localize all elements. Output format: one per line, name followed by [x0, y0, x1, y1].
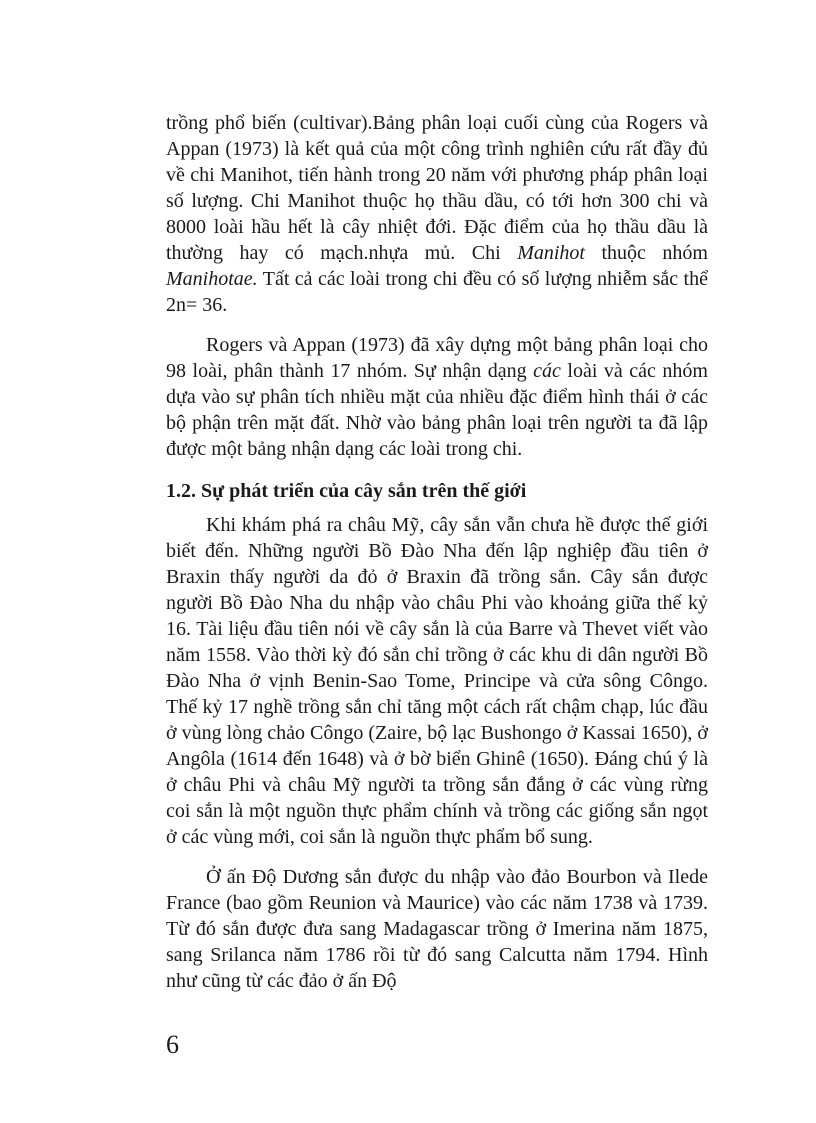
paragraph-rogers-appan — [166, 332, 708, 462]
paragraph-text: trồng phổ biến (cultivar).Bảng phân loại cuối cùng của Rogers và Appan (1973) là kết quả của một công trình nghiên cứu rất đầy đủ về chi Manihot, tiến hành trong 20 năm với phương pháp phân loại số lượng. Chi Manihot thuộc họ thầu dầu, có tới hơn 300 chi và 8000 loài hầu hết là cây nhiệt đới. Đặc điểm của họ thầu dầu là thường hay có mạch.nhựa mủ. Chi — [166, 112, 708, 264]
italic-genus-name: Manihot — [517, 242, 585, 264]
page-number: 6 — [166, 1030, 179, 1059]
italic-group-name: Manihotae. — [166, 268, 258, 290]
paragraph-text: Rogers và Appan (1973) đã xây dựng một bảng phân loại cho 98 loài, phân thành 17 nhóm. Sự nhận dạng — [166, 334, 708, 382]
page-body — [166, 110, 708, 994]
paragraph-text: loài và các nhóm dựa vào sự phân tích nhiều mặt của nhiều đặc điểm hình thái ở các bộ phận trên mặt đất. Nhờ vào bảng phân loại trên người ta đã lập được một bảng nhận dạng các loài trong chi. — [166, 360, 708, 460]
paragraph-text: Tất cả các loài trong chi đều có số lượng nhiễm sắc thể 2n= 36. — [166, 268, 708, 316]
section-heading: 1.2. Sự phát triển của cây sắn trên thế giới — [166, 480, 527, 502]
paragraph-text: thuộc nhóm — [585, 242, 708, 264]
paragraph-history-americas-africa: Khi khám phá ra châu Mỹ, cây sắn vẫn chưa hề được thế giới biết đến. Những người Bồ Đào Nha đến lập nghiệp đầu tiên ở Braxin thấy người da đỏ ở Braxin đã trồng sắn. Cây sắn được người Bồ Đào Nha du nhập vào châu Phi vào khoảng giữa thế kỷ 16. Tài liệu đầu tiên nói về cây sắn là của Barre và Thevet viết vào năm 1558. Vào thời kỳ đó sắn chỉ trồng ở các khu di dân người Bồ Đào Nha ở vịnh Benin-Sao Tome, Principe và cửa sông Côngo. Thế kỷ 17 nghề trồng sắn chỉ tăng một cách rất chậm chạp, lúc đầu ở vùng lòng chảo Côngo (Zaire, bộ lạc Bushongo ở Kassai 1650), ở Angôla (1614 đến 1648) và ở bờ biển Ghinê (1650). Đáng chú ý là ở châu Phi và châu Mỹ người ta trồng sắn đắng ở các vùng rừng coi sắn là một nguồn thực phẩm chính và trồng các giống sắn ngọt ở các vùng mới, coi sắn là nguồn thực phẩm bổ sung. — [166, 514, 708, 848]
paragraph-classification-intro — [166, 110, 708, 318]
italic-word: các — [533, 360, 561, 382]
paragraph-indian-ocean: Ở ấn Độ Dương sắn được du nhập vào đảo Bourbon và Ilede France (bao gồm Reunion và Maurice) vào các năm 1738 và 1739. Từ đó sắn được đưa sang Madagascar trồng ở Imerina năm 1875, sang Srilanca năm 1786 rồi từ đó sang Calcutta năm 1794. Hình như cũng từ các đảo ở ấn Độ — [166, 866, 708, 992]
